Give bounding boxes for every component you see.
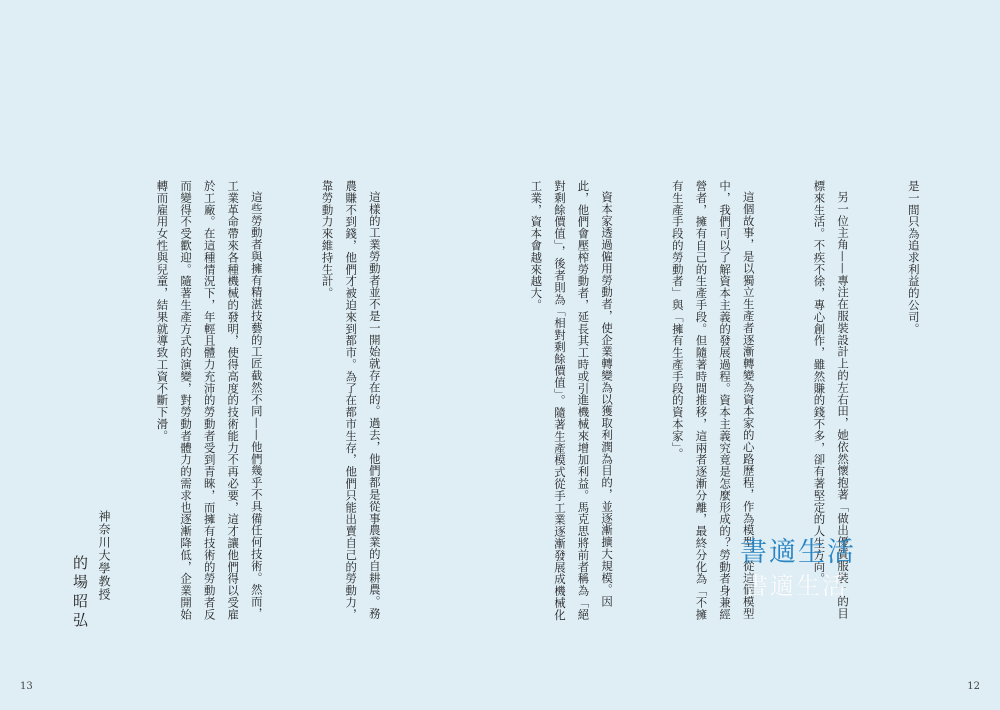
signature-title: 神奈川大學教授 — [97, 510, 111, 601]
page-number-left: 13 — [20, 681, 33, 692]
paragraph: 另一位主角——專注在服裝設計上的左右田，她依然懷抱著「做出優質服裝」的目標來生活。不疾不徐，專心創作，雖然賺的錢不多，卻有著堅定的人生方向。 — [812, 180, 851, 620]
signature-name: 的場昭弘 — [71, 555, 89, 631]
watermark — [740, 530, 860, 610]
paragraph: 這個故事，是以獨立生產者逐漸轉變為資本家的心路歷程，作為模型。從這個模型中，我們可以了解資本主義的發展過程。資本主義究竟是怎麼形成的？勞動者身兼經營者，擁有自己的生產手段。但隨著時間推移，這兩者逐漸分離，最終分化為「不擁有生產手段的勞動者」與「擁有生產手段的資本家」。 — [670, 180, 756, 621]
paragraph: 這些勞動者與擁有精湛技藝的工匠截然不同——他們幾乎不具備任何技術。然而，工業革命帶來各種機械的發明，使得高度的技術能力不再必要，這才讓他們得以受雇於工廠。在這種情況下，年輕且體力充沛的勞動者受到青睞，而擁有技術的勞動者反而變得不受歡迎。隨著生產方式的演變，對勞動者體力的需求也逐漸降低，企業開始轉而雇用女性與兒童，結果就導致工資不斷下滑。 — [155, 180, 264, 621]
watermark-line-1: 書適生活 — [740, 537, 856, 568]
left-page-body — [148, 180, 433, 630]
paragraph: 資本家透過僱用勞動者，使企業轉變為以獲取利潤為目的，並逐漸擴大規模。因此，他們會壓榨勞動者，延長其工時或引進機械來增加利益。馬克思將前者稱為「絕對剩餘價值」，後者則為「相對剩餘價值」。隨著生產模式從手工業逐漸發展成機械化工業，資本會越來越大。 — [529, 180, 615, 621]
page-number-right: 12 — [967, 681, 980, 692]
paragraph: 這樣的工業勞動者並不是一開始就存在的。過去，他們都是從事農業的自耕農。務農賺不到錢，他們才被迫來到都市。為了在都市生存，他們只能出賣自己的勞動力，靠勞動力來維持生計。 — [320, 180, 382, 621]
watermark-line-2: 書適生活 — [744, 572, 848, 600]
paragraph: 是一間只為追求利益的公司。 — [906, 180, 921, 335]
